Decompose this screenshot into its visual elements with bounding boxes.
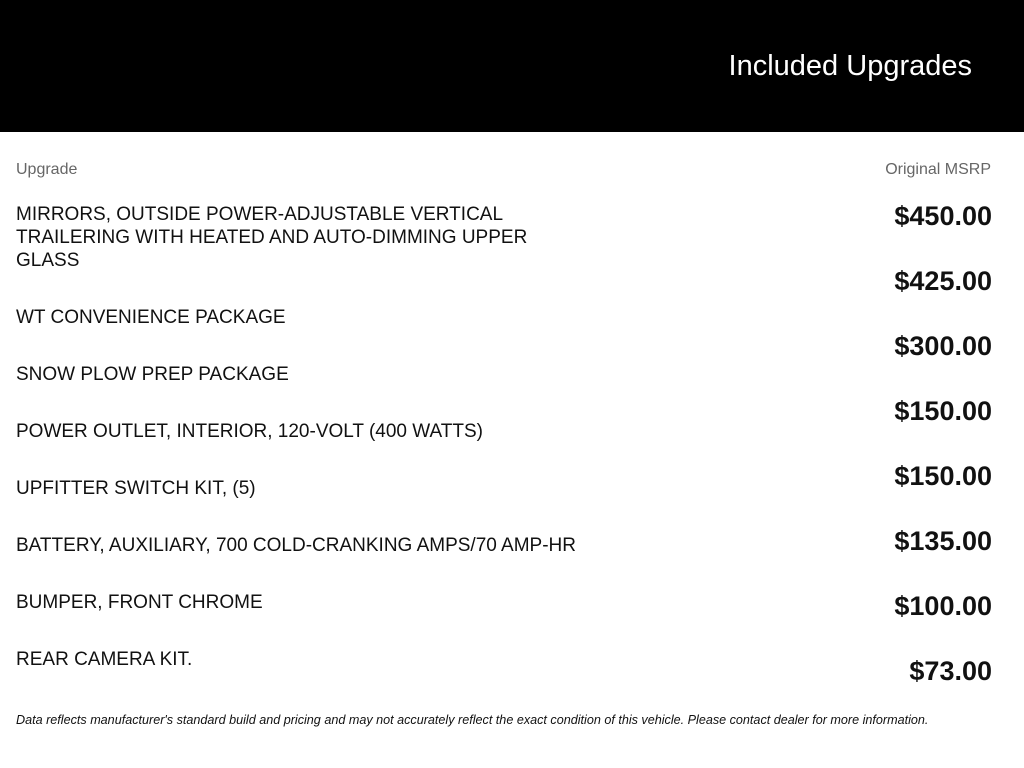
page-title: Included Upgrades <box>728 50 972 82</box>
header-banner <box>0 0 1024 132</box>
upgrade-price-list <box>792 199 992 719</box>
upgrade-name: WT CONVENIENCE PACKAGE <box>16 307 286 328</box>
upgrade-name: BATTERY, AUXILIARY, 700 COLD-CRANKING AMPS/70 AMP-HR <box>16 535 576 556</box>
upgrade-name-list <box>16 203 576 705</box>
upgrade-price: $73.00 <box>909 656 992 686</box>
upgrade-price: $100.00 <box>894 591 992 621</box>
upgrade-price: $300.00 <box>894 331 992 361</box>
upgrade-name: REAR CAMERA KIT. <box>16 649 193 670</box>
upgrade-price: $135.00 <box>894 526 992 556</box>
upgrade-name: BUMPER, FRONT CHROME <box>16 592 263 613</box>
upgrade-price: $450.00 <box>894 201 992 231</box>
disclaimer-text: Data reflects manufacturer's standard build and pricing and may not accurately reflect the exact condition of this vehicle. Please contact dealer for more information. <box>16 713 929 727</box>
column-header-upgrade: Upgrade <box>16 161 78 178</box>
upgrade-name: SNOW PLOW PREP PACKAGE <box>16 364 289 385</box>
upgrade-price: $425.00 <box>894 266 992 296</box>
upgrade-name: POWER OUTLET, INTERIOR, 120-VOLT (400 WATTS) <box>16 421 483 442</box>
upgrade-name: UPFITTER SWITCH KIT, (5) <box>16 478 256 499</box>
column-header-msrp: Original MSRP <box>885 161 991 178</box>
upgrade-price: $150.00 <box>894 396 992 426</box>
upgrade-name: MIRRORS, OUTSIDE POWER-ADJUSTABLE VERTICAL TRAILERING WITH HEATED AND AUTO-DIMMING UPPER GLASS <box>16 204 528 271</box>
upgrade-price: $150.00 <box>894 461 992 491</box>
